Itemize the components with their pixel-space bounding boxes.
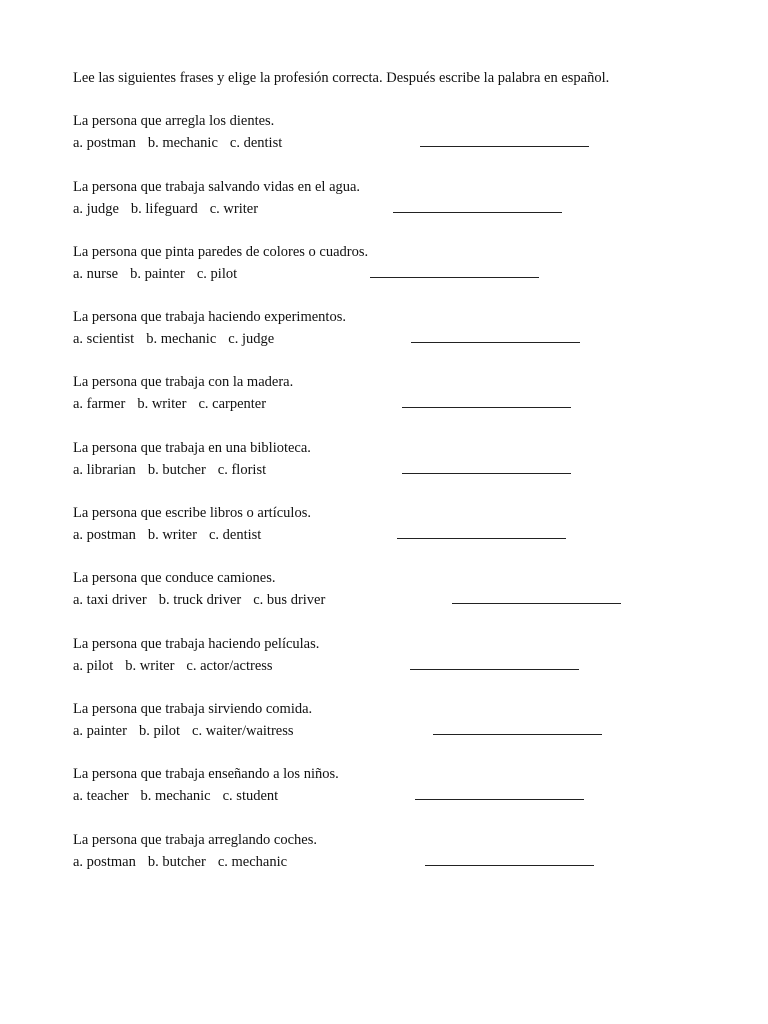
question-options (73, 720, 713, 742)
option-b: b. writer (137, 396, 187, 412)
question-options (73, 655, 713, 677)
question-prompt: La persona que arregla los dientes. (73, 113, 275, 129)
option-c: c. actor/actress (186, 658, 273, 674)
question-prompt: La persona que trabaja sirviendo comida. (73, 701, 313, 717)
question-item (73, 567, 713, 611)
question-item (73, 829, 713, 873)
answer-blank-line[interactable] (402, 473, 571, 474)
option-b: b. mechanic (146, 331, 217, 347)
question-prompt: La persona que trabaja haciendo películas. (73, 636, 320, 652)
question-item (73, 110, 713, 154)
question-item (73, 176, 713, 220)
option-a: a. taxi driver (73, 592, 147, 608)
answer-blank-line[interactable] (397, 538, 566, 539)
answer-blank-line[interactable] (433, 734, 602, 735)
question-prompt: La persona que trabaja enseñando a los niños. (73, 766, 339, 782)
question-options (73, 459, 713, 481)
option-c: c. pilot (196, 266, 238, 282)
option-a: a. farmer (73, 396, 126, 412)
option-a: a. postman (73, 527, 136, 543)
option-a: a. postman (73, 135, 136, 151)
question-prompt: La persona que trabaja en una biblioteca. (73, 440, 311, 456)
question-prompt: La persona que pinta paredes de colores o cuadros. (73, 244, 369, 260)
option-a: a. judge (73, 201, 119, 217)
question-prompt: La persona que escribe libros o artículos. (73, 505, 311, 521)
question-prompt: La persona que trabaja salvando vidas en el agua. (73, 179, 361, 195)
option-a: a. postman (73, 854, 136, 870)
answer-blank-line[interactable] (411, 342, 580, 343)
answer-blank-line[interactable] (370, 277, 539, 278)
option-c: c. dentist (229, 135, 283, 151)
answer-blank-line[interactable] (393, 212, 562, 213)
answer-blank-line[interactable] (452, 603, 621, 604)
question-options (73, 785, 713, 807)
question-prompt: La persona que conduce camiones. (73, 570, 276, 586)
question-item (73, 437, 713, 481)
option-b: b. painter (130, 266, 185, 282)
instructions: Lee las siguientes frases y elige la profesión correcta. Después escribe la palabra en español. (73, 70, 610, 86)
option-a: a. teacher (73, 788, 129, 804)
question-options (73, 393, 713, 415)
question-options (73, 589, 713, 611)
option-b: b. pilot (138, 723, 181, 739)
question-options (73, 851, 713, 873)
option-b: b. mechanic (140, 788, 211, 804)
option-a: a. pilot (73, 658, 114, 674)
answer-blank-line[interactable] (415, 799, 584, 800)
option-b: b. truck driver (158, 592, 242, 608)
option-a: a. painter (73, 723, 127, 739)
option-b: b. mechanic (147, 135, 218, 151)
option-c: c. mechanic (217, 854, 288, 870)
question-prompt: La persona que trabaja arreglando coches. (73, 832, 317, 848)
answer-blank-line[interactable] (425, 865, 594, 866)
answer-blank-line[interactable] (402, 407, 571, 408)
question-options (73, 328, 713, 350)
question-item (73, 502, 713, 546)
question-item (73, 241, 713, 285)
question-options (73, 263, 713, 285)
option-a: a. scientist (73, 331, 135, 347)
question-item (73, 633, 713, 677)
option-b: b. lifeguard (130, 201, 198, 217)
option-b: b. butcher (147, 462, 206, 478)
option-b: b. writer (125, 658, 175, 674)
question-options (73, 524, 713, 546)
option-c: c. bus driver (253, 592, 326, 608)
option-a: a. librarian (73, 462, 136, 478)
answer-blank-line[interactable] (420, 146, 589, 147)
option-b: b. writer (147, 527, 197, 543)
option-c: c. waiter/waitress (192, 723, 294, 739)
option-b: b. butcher (147, 854, 206, 870)
option-c: c. dentist (208, 527, 262, 543)
option-c: c. writer (209, 201, 259, 217)
option-a: a. nurse (73, 266, 119, 282)
question-options (73, 132, 713, 154)
question-item (73, 698, 713, 742)
question-item (73, 763, 713, 807)
question-item (73, 371, 713, 415)
option-c: c. student (222, 788, 279, 804)
option-c: c. florist (217, 462, 267, 478)
question-prompt: La persona que trabaja con la madera. (73, 374, 294, 390)
answer-blank-line[interactable] (410, 669, 579, 670)
question-item (73, 306, 713, 350)
option-c: c. carpenter (198, 396, 267, 412)
question-prompt: La persona que trabaja haciendo experimentos. (73, 309, 346, 325)
question-options (73, 198, 713, 220)
option-c: c. judge (228, 331, 275, 347)
